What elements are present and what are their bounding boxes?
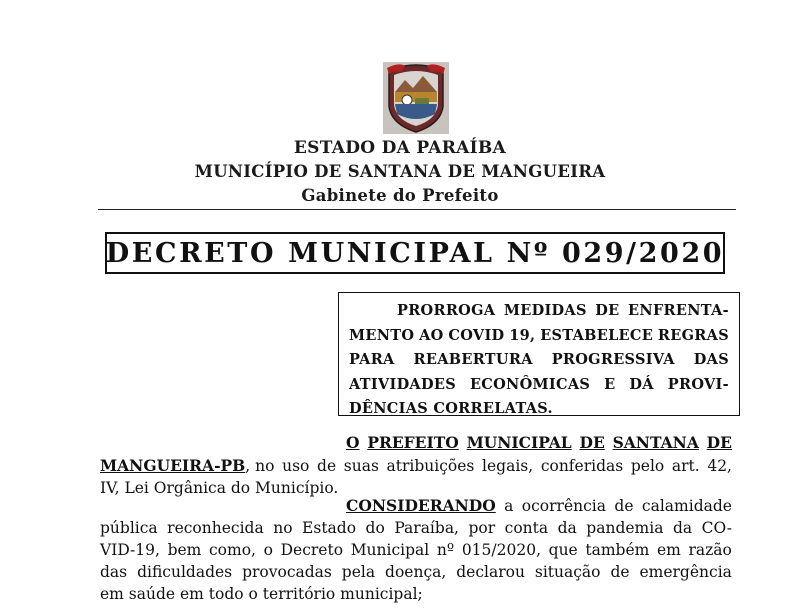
preamble-word: DE — [579, 433, 605, 452]
preamble-word: DE — [706, 433, 732, 452]
considerando-word: calamidade — [641, 497, 732, 515]
preamble-line-3: IV, Lei Orgânica do Município. — [100, 479, 339, 497]
considerando-label: CONSIDERANDO — [346, 496, 496, 515]
preamble-line-2 — [100, 455, 732, 477]
ementa-line — [349, 299, 729, 324]
decree-title: DECRETO MUNICIPAL Nº 029/2020 — [105, 237, 725, 269]
considerando-word: CO- — [701, 519, 732, 537]
ementa-line — [349, 397, 729, 422]
header-divider — [98, 209, 736, 210]
preamble-word: , no — [245, 457, 275, 475]
ementa-word: DÁ — [629, 375, 654, 393]
ementa-word: REGRAS — [657, 326, 729, 344]
considerando-word: conta — [504, 519, 549, 537]
preamble-word: MUNICIPAL — [466, 433, 572, 452]
considerando-word: Decreto — [280, 541, 344, 559]
considerando-word: pela — [341, 563, 376, 581]
considerando-word: no — [273, 519, 293, 537]
preamble-word: PREFEITO — [367, 433, 459, 452]
considerando-word: nº — [436, 541, 455, 559]
ementa-word: ATIVIDADES — [349, 375, 456, 393]
considerando-line-1 — [100, 495, 732, 517]
ementa-word: PRORROGA — [397, 302, 496, 319]
ementa-word: MEDIDAS — [503, 302, 587, 319]
considerando-word: Municipal — [350, 541, 430, 559]
considerando-word: provocadas — [242, 563, 332, 581]
ementa-word: ECONÔMICAS — [469, 375, 591, 393]
considerando-word: de — [614, 497, 634, 515]
considerando-word: situação — [534, 563, 601, 581]
considerando-word: Paraíba, — [394, 519, 459, 537]
ementa-word: MENTO — [349, 326, 415, 344]
preamble-line-1 — [100, 432, 732, 454]
preamble-word: legais, — [482, 457, 534, 475]
considerando-word: 015/2020, — [461, 541, 541, 559]
ementa-word: DÊNCIAS CORRELATAS. — [349, 400, 553, 417]
decree-title-box — [105, 232, 725, 274]
ementa-word: DE — [595, 302, 620, 319]
considerando-line-4 — [100, 561, 732, 583]
considerando-word: ocorrência — [521, 497, 606, 515]
considerando-word: de — [610, 563, 630, 581]
ementa-word: 19, — [509, 326, 536, 344]
considerando-word: a — [504, 497, 514, 515]
ementa-line — [349, 324, 729, 349]
considerando-word: do — [365, 519, 385, 537]
preamble-word: uso — [282, 457, 310, 475]
considerando-word: por — [468, 519, 496, 537]
considerando-word: pandemia — [586, 519, 664, 537]
ementa-box — [338, 292, 740, 416]
ementa-word: PARA — [349, 351, 395, 368]
considerando-word: também — [585, 541, 650, 559]
ementa-word: PROGRESSIVA — [551, 351, 675, 368]
office-heading: Gabinete do Prefeito — [301, 186, 499, 205]
considerando-word: da — [672, 519, 693, 537]
municipality-name: MANGUEIRA-PB — [100, 456, 246, 475]
considerando-word: o — [263, 541, 273, 559]
ementa-line — [349, 348, 729, 373]
ementa-word: AO — [419, 326, 444, 344]
considerando-word: Estado — [302, 519, 357, 537]
preamble-word: conferidas — [540, 457, 624, 475]
considerando-line-5: em saúde em todo o território municipal; — [100, 585, 423, 603]
considerando-word: doença, — [385, 563, 447, 581]
considerando-word: das — [100, 563, 128, 581]
municipal-coat-of-arms-icon — [383, 62, 449, 134]
state-heading: ESTADO DA PARAÍBA — [293, 138, 507, 158]
considerando-word: declarou — [456, 563, 525, 581]
considerando-word: em — [656, 541, 681, 559]
preamble-word: 42, — [707, 457, 732, 475]
preamble-word: suas — [343, 457, 379, 475]
preamble-word: de — [317, 457, 337, 475]
preamble-word: O — [346, 433, 360, 452]
considerando-word: da — [557, 519, 577, 537]
ementa-word: REABERTURA — [413, 351, 533, 368]
ementa-word: ENFRENTA- — [628, 302, 729, 319]
considerando-word: como, — [209, 541, 256, 559]
ementa-word: COVID — [448, 326, 505, 344]
ementa-word: E — [604, 375, 616, 393]
preamble-word: SANTANA — [612, 433, 699, 452]
considerando-word: VID-19, — [100, 541, 160, 559]
considerando-word: dificuldades — [137, 563, 233, 581]
preamble-word: pelo — [630, 457, 665, 475]
ementa-word: DAS — [693, 351, 729, 368]
considerando-word: reconhecida — [167, 519, 264, 537]
preamble-word: atribuições — [386, 457, 475, 475]
considerando-word: que — [548, 541, 578, 559]
ementa-word: ESTABELECE — [540, 326, 654, 344]
considerando-line-2 — [100, 517, 732, 539]
preamble-word: art. — [671, 457, 700, 475]
considerando-word: pública — [100, 519, 158, 537]
considerando-word: emergência — [639, 563, 732, 581]
ementa-word: PROVI- — [667, 375, 729, 393]
considerando-line-3 — [100, 539, 732, 561]
ementa-line — [349, 373, 729, 398]
considerando-word: bem — [167, 541, 202, 559]
municipality-heading: MUNICÍPIO DE SANTANA DE MANGUEIRA — [194, 162, 606, 181]
considerando-word: razão — [688, 541, 732, 559]
